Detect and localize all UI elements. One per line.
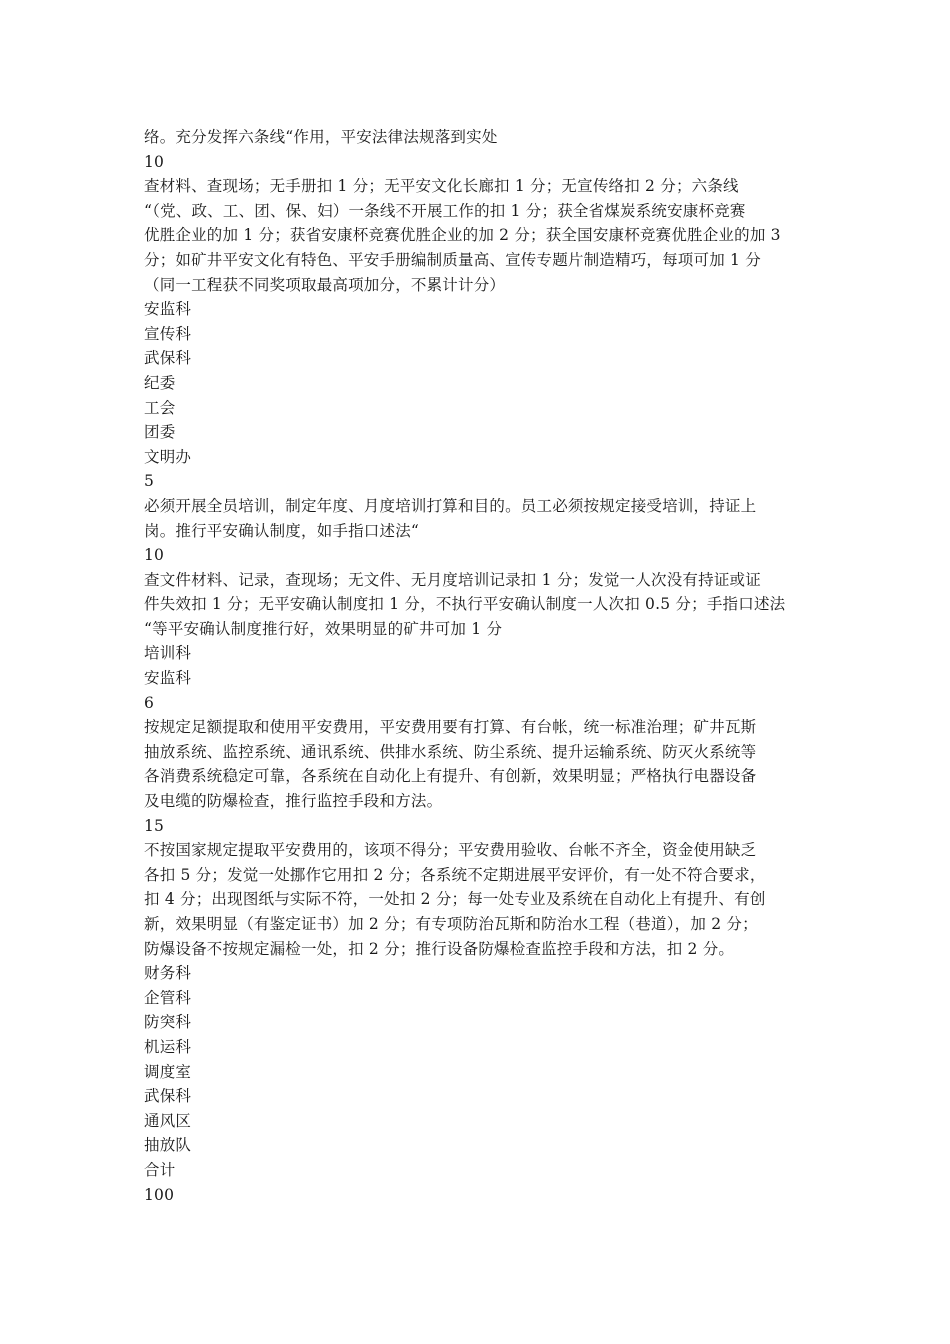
text-line: 及电缆的防爆检查，推行监控手段和方法。 [144, 792, 443, 811]
score-line: 10 [144, 546, 165, 565]
text-line: “（党、政、工、团、保、妇）一条线不开展工作的扣 1 分；获全省煤炭系统安康杯竞赛 [144, 201, 746, 220]
department-line: 调度室 [144, 1062, 192, 1081]
text-line: 件失效扣 1 分；无平安确认制度扣 1 分，不执行平安确认制度一人次扣 0.5 分；手指口述法 [144, 595, 786, 614]
text-line: 查文件材料、记录，查现场；无文件、无月度培训记录扣 1 分；发觉一人次没有持证或证 [144, 570, 761, 589]
department-line: 防突科 [144, 1013, 192, 1032]
department-line: 培训科 [144, 644, 192, 663]
department-line: 工会 [144, 398, 176, 417]
text-line: 必须开展全员培训，制定年度、月度培训打算和目的。员工必须按规定接受培训，持证上 [144, 496, 757, 515]
department-line: 文明办 [144, 447, 192, 466]
department-line: 财务科 [144, 964, 192, 983]
score-line: 10 [144, 152, 165, 171]
department-line: 企管科 [144, 988, 192, 1007]
total-value-line: 100 [144, 1185, 175, 1204]
department-line: 抽放队 [144, 1136, 192, 1155]
department-line: 纪委 [144, 373, 176, 392]
text-line: 各消费系统稳定可靠，各系统在自动化上有提升、有创新，效果明显；严格执行电器设备 [144, 767, 757, 786]
department-line: 武保科 [144, 1087, 192, 1106]
text-line: 络。充分发挥六条线“作用，平安法律法规落到实处 [144, 128, 498, 146]
text-line: 扣 4 分；出现图纸与实际不符，一处扣 2 分；每一处专业及系统在自动化上有提升、有创 [144, 890, 766, 909]
text-line: 岗。推行平安确认制度，如手指口述法“ [144, 521, 420, 540]
text-line: 防爆设备不按规定漏检一处，扣 2 分；推行设备防爆检查监控手段和方法，扣 2 分。 [144, 939, 735, 958]
text-line: 抽放系统、监控系统、通讯系统、供排水系统、防尘系统、提升运输系统、防灭火系统等 [144, 742, 757, 761]
department-line: 宣传科 [144, 324, 192, 343]
text-line: 新，效果明显（有鉴定证书）加 2 分；有专项防治瓦斯和防治水工程（巷道），加 2 分； [144, 915, 758, 933]
item-number-line: 5 [144, 472, 155, 491]
text-line: 查材料、查现场；无手册扣 1 分；无平安文化长廊扣 1 分；无宣传络扣 2 分；六条线 [144, 177, 739, 196]
text-line: 优胜企业的加 1 分；获省安康杯竞赛优胜企业的加 2 分；获全国安康杯竞赛优胜企业的加 3 [144, 226, 781, 245]
department-line: 安监科 [144, 300, 192, 319]
text-line: （同一工程获不同奖项取最高项加分，不累计计分） [144, 275, 506, 294]
department-line: 团委 [144, 423, 176, 442]
total-label-line: 合计 [144, 1160, 176, 1179]
text-line: “等平安确认制度推行好，效果明显的矿井可加 1 分 [144, 619, 503, 638]
text-line: 不按国家规定提取平安费用的，该项不得分；平安费用验收、台帐不齐全，资金使用缺乏 [144, 841, 757, 860]
text-line: 分；如矿井平安文化有特色、平安手册编制质量高、宣传专题片制造精巧，每项可加 1 分 [144, 250, 761, 269]
department-line: 安监科 [144, 669, 192, 688]
department-line: 通风区 [144, 1111, 192, 1130]
text-line: 按规定足额提取和使用平安费用，平安费用要有打算、有台帐，统一标准治理；矿井瓦斯 [144, 718, 757, 737]
score-line: 15 [144, 816, 165, 835]
department-line: 机运科 [144, 1037, 192, 1056]
text-line: 各扣 5 分；发觉一处挪作它用扣 2 分；各系统不定期进展平安评价，有一处不符合要求， [144, 865, 766, 884]
item-number-line: 6 [144, 693, 155, 712]
document-body [144, 125, 808, 1207]
department-line: 武保科 [144, 349, 192, 368]
